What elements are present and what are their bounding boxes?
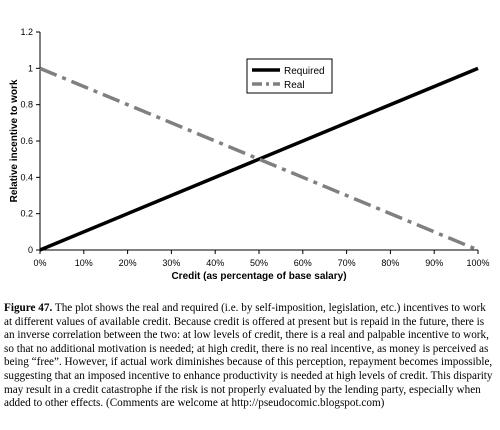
- caption-label: Figure 47.: [4, 302, 53, 314]
- legend-label-real: Real: [284, 80, 305, 91]
- x-tick-label: 100%: [466, 258, 490, 268]
- legend: [247, 59, 332, 93]
- y-tick-label: 0: [27, 245, 33, 255]
- x-tick-label: 60%: [293, 258, 312, 268]
- x-tick-label: 80%: [381, 258, 400, 268]
- y-tick-label: 0.2: [20, 208, 33, 219]
- x-tick-label: 0%: [33, 258, 47, 268]
- y-tick-label: 0.4: [20, 172, 33, 183]
- y-tick-label: 1: [27, 63, 33, 74]
- figure-caption: [4, 302, 496, 411]
- y-axis-label: Relative incentive to work: [9, 79, 20, 203]
- x-tick-label: 20%: [118, 258, 137, 268]
- y-tick-label: 0.8: [20, 99, 33, 110]
- x-tick-label: 70%: [337, 258, 356, 268]
- caption-text: The plot shows the real and required (i.e. by self-imposition, legislation, etc.) incentives to work at different values of available credit. Because credit is offered at present but is repaid in the future, there is an inverse correlation between the two: at low levels of credit, there is a real and palpable incentive to work, so that no additional motivation is needed; at high credit, there is no real incentive, as money is perceived as being “free”. However, if actual work diminishes because of this perception, repayment becomes impossible, suggesting that an imposed incentive to enhance productivity is needed at high levels of credit. This disparity may result in a credit catastrophe if the risk is not properly evaluated by the lending party, especially when added to other effects. (Comments are welcome at http://pseudocomic.blogspot.com): [4, 302, 493, 410]
- x-axis-label: Credit (as percentage of base salary): [171, 271, 347, 282]
- x-tick-label: 40%: [206, 258, 225, 268]
- y-tick-label: 0.6: [20, 136, 33, 146]
- x-tick-label: 90%: [425, 258, 444, 268]
- x-tick-label: 10%: [74, 258, 93, 268]
- x-tick-label: 30%: [162, 258, 181, 268]
- legend-label-required: Required: [284, 66, 325, 77]
- x-tick-label: 50%: [249, 258, 269, 268]
- y-tick-label: 1.2: [20, 27, 33, 37]
